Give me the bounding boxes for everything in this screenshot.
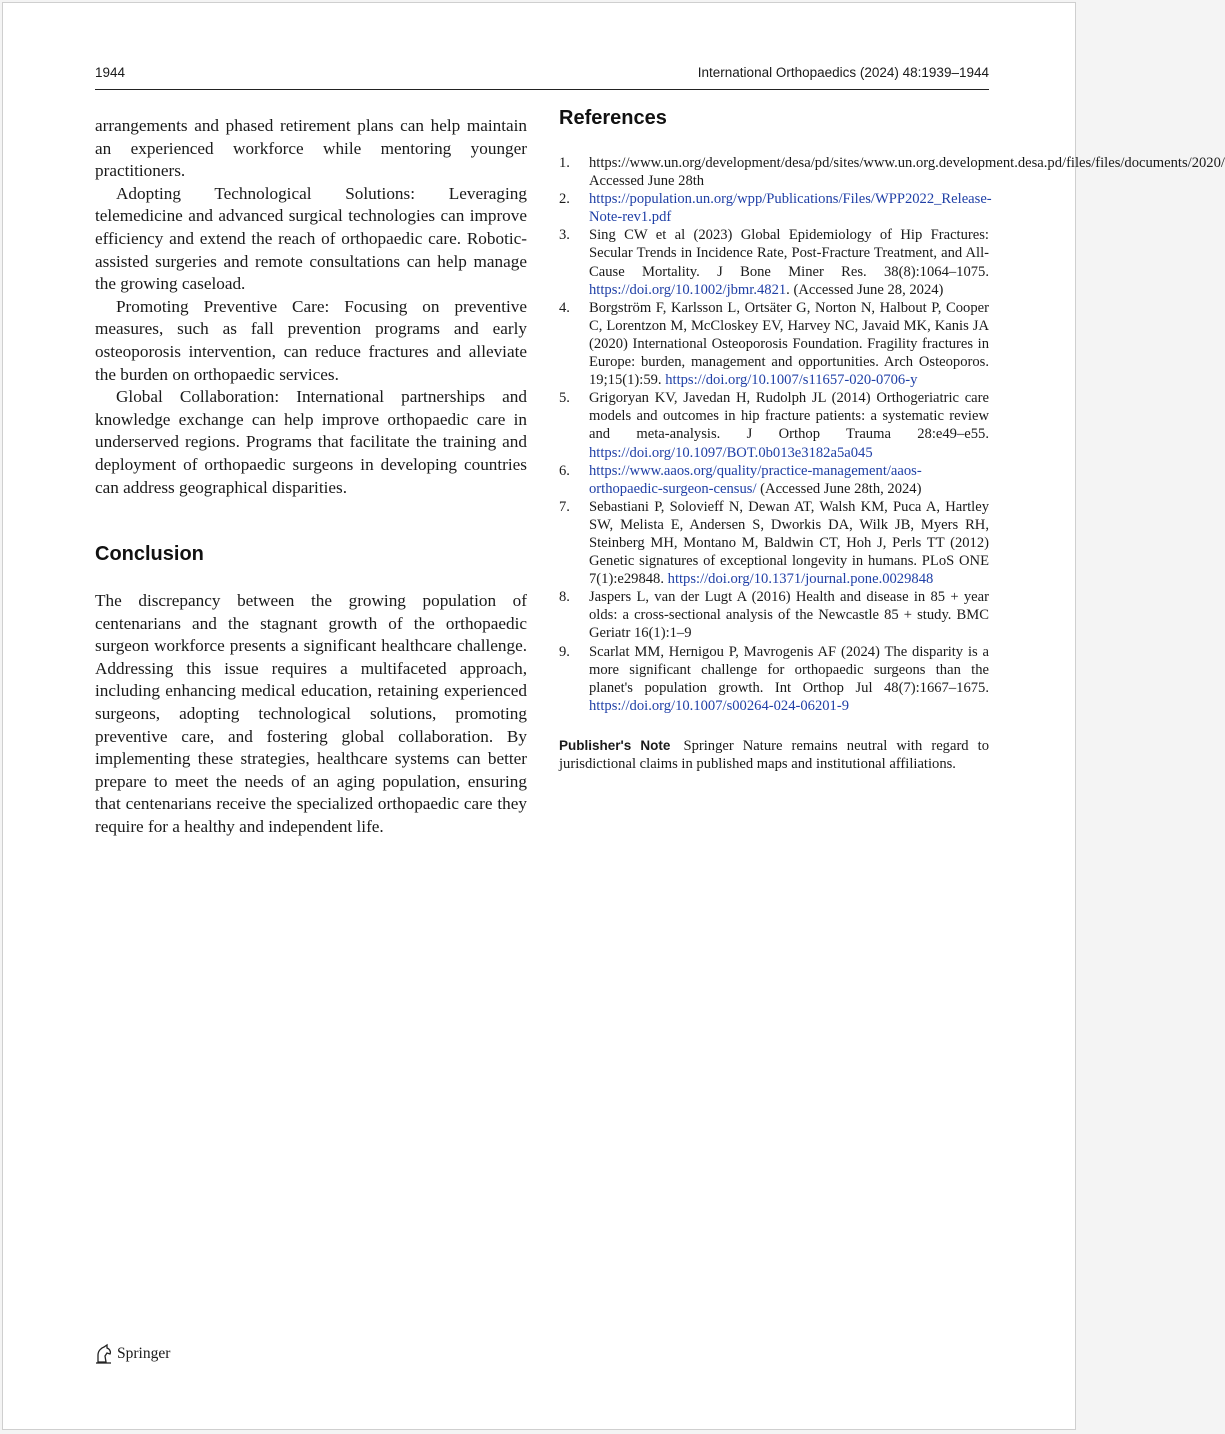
reference-link[interactable]: https://doi.org/10.1007/s11657-020-0706-y [665, 372, 918, 389]
reference-text: https://www.un.org/development/desa/pd/sites/www.un.org.development.desa.pd/files/files/documents/2020/ Accessed June 28th [589, 155, 1225, 190]
reference-text: Grigoryan KV, Javedan H, Rudolph JL (2014) Orthogeriatric care models and outcomes in hip fracture patients: a systematic review and meta-analysis. J Orthop Trauma 28:e49–e55. [589, 390, 989, 443]
publishers-note-text: Springer Nature remains neutral with regard to jurisdictional claims in published maps and institutional affiliations. [559, 737, 990, 772]
reference-number: 9. [559, 643, 570, 660]
reference-link[interactable]: https://www.aaos.org/quality/practice-management/aaos-orthopaedic-surgeon-census/ [589, 462, 922, 497]
paragraph: Adopting Technological Solutions: Leveraging telemedicine and advanced surgical technologies can improve efficiency and extend the reach of orthopaedic care. Robotic-assisted surgeries and remote consultations can help manage the growing caseload. [95, 183, 527, 294]
reference-link[interactable]: https://doi.org/10.1097/BOT.0b013e3182a5a045 [589, 444, 873, 461]
reference-item [559, 588, 989, 642]
reference-link[interactable]: https://doi.org/10.1002/jbmr.4821 [589, 281, 787, 298]
left-column [95, 115, 527, 499]
page-number: 1944 [95, 65, 126, 80]
reference-suffix: . (Accessed June 28, 2024) [786, 281, 944, 298]
reference-item [559, 299, 989, 389]
reference-item [559, 226, 989, 298]
reference-link[interactable]: https://doi.org/10.1007/s00264-024-06201-9 [589, 697, 849, 714]
reference-item [559, 389, 989, 461]
reference-suffix: (Accessed June 28th, 2024) [756, 480, 922, 497]
reference-number: 4. [559, 299, 570, 316]
reference-number: 1. [559, 155, 570, 171]
reference-number: 3. [559, 227, 570, 244]
running-header [95, 63, 989, 90]
conclusion-body [95, 590, 527, 839]
reference-text: Sing CW et al (2023) Global Epidemiology of Hip Fractures: Secular Trends in Incidence Rate, Post-Fracture Treatment, and All-Cause Mortality. J Bone Miner Res. 38(8):1064–1075. [589, 227, 989, 280]
reference-number: 2. [559, 191, 570, 208]
journal-citation: International Orthopaedics (2024) 48:1939–1944 [697, 65, 989, 80]
paragraph: Global Collaboration: International partnerships and knowledge exchange can help improve orthopaedic care in underserved regions. Programs that facilitate the training and deployment of orthopaedic surgeons in developing countries can address geographical disparities. [95, 387, 527, 497]
reference-text: Scarlat MM, Hernigou P, Mavrogenis AF (2024) The disparity is a more significant challenge for orthopaedic surgeons than the planet's population growth. Int Orthop Jul 48(7):1667–1675. [589, 643, 989, 696]
reference-item [559, 643, 989, 715]
publisher-logo [95, 1344, 170, 1364]
reference-item [559, 462, 989, 498]
right-column [559, 107, 1225, 773]
reference-text: Jaspers L, van der Lugt A (2016) Health and disease in 85 + year olds: a cross-sectional analysis of the Newcastle 85 + study. BMC Geriatr 16(1):1–9 [589, 589, 989, 642]
reference-number: 5. [559, 390, 570, 407]
publisher-name: Springer [117, 1345, 171, 1362]
paragraph: The discrepancy between the growing population of centenarians and the stagnant growth of the orthopaedic surgeon workforce presents a significant healthcare challenge. Addressing this issue requires a multifaceted approach, including enhancing medical education, retaining experienced surgeons, adopting technological solutions, promoting preventive care, and fostering global collaboration. By implementing these strategies, healthcare systems can better prepare to meet the needs of an aging population, ensuring that centenarians receive the specialized orthopaedic care they require for a healthy and independent life. [95, 591, 527, 836]
publishers-note-label: Publisher's Note [559, 737, 671, 753]
reference-item [559, 154, 1225, 190]
references-heading: References [559, 107, 667, 129]
reference-list [559, 154, 1225, 715]
paragraph: Promoting Preventive Care: Focusing on preventive measures, such as fall prevention programs and early osteoporosis intervention, can reduce fractures and alleviate the burden on orthopaedic services. [95, 296, 527, 384]
reference-link[interactable]: https://doi.org/10.1371/journal.pone.0029848 [667, 571, 934, 588]
springer-horse-icon [95, 1344, 113, 1364]
reference-number: 6. [559, 462, 570, 479]
conclusion-heading: Conclusion [95, 543, 204, 565]
paragraph: arrangements and phased retirement plans can help maintain an experienced workforce while mentoring younger practitioners. [95, 116, 527, 181]
reference-text: Borgström F, Karlsson L, Ortsäter G, Norton N, Halbout P, Cooper C, Lorentzon M, McCloskey EV, Harvey NC, Javaid MK, Kanis JA (2020) International Osteoporosis Foundation. Fragility fractures in Europe: burden, management and opportunities. Arch Osteoporos. 19;15(1):59. [589, 299, 989, 389]
reference-text: Sebastiani P, Solovieff N, Dewan AT, Walsh KM, Puca A, Hartley SW, Melista E, Andersen S, Dworkis DA, Wilk JB, Myers RH, Steinberg MH, Montano M, Baldwin CT, Hoh J, Perls TT (2012) Genetic signatures of exceptional longevity in humans. PLoS ONE 7(1):e29848. [589, 498, 989, 588]
reference-link[interactable]: https://population.un.org/wpp/Publications/Files/WPP2022_Release-Note-rev1.pdf [589, 191, 992, 226]
page [2, 2, 1225, 1430]
publishers-note [559, 737, 989, 773]
reference-item [559, 190, 992, 226]
reference-item [559, 498, 989, 588]
reference-number: 8. [559, 589, 570, 606]
reference-number: 7. [559, 498, 570, 515]
